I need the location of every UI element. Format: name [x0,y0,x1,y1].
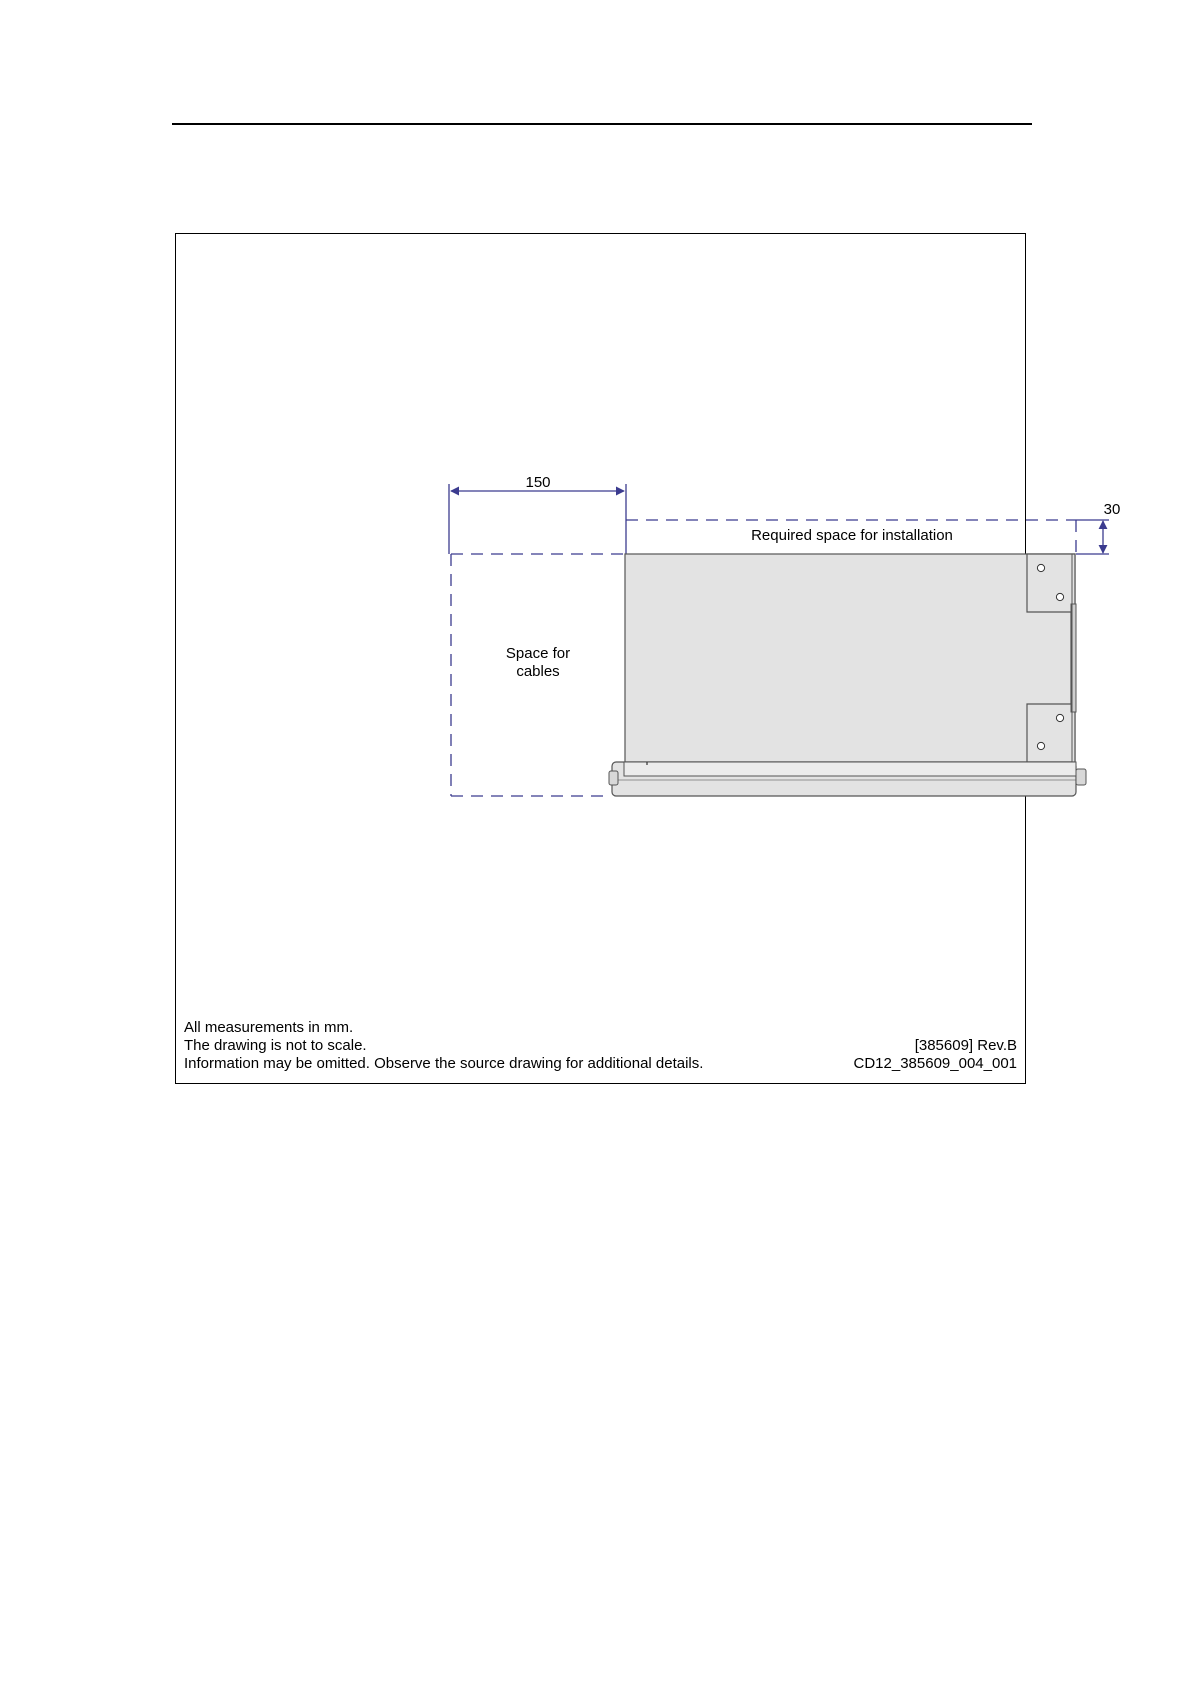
mounting-hole [1056,593,1063,600]
drawing-id: CD12_385609_004_001 [853,1055,1017,1072]
cable-space-label-line2: cables [516,663,560,680]
device-unit [609,554,1086,796]
dimension-150-label: 150 [525,474,551,491]
dimension-30 [1076,520,1109,554]
note-measurements: All measurements in mm. [184,1019,354,1036]
cable-space-outline [438,552,591,796]
dimension-30-label: 30 [1103,501,1121,518]
installation-drawing [176,234,1121,1085]
header-rule [172,123,1032,125]
drawing-revision: [385609] Rev.B [914,1037,1017,1054]
note-omitted-info: Information may be omitted. Observe the source drawing for additional details. [184,1055,704,1072]
cable-space-label-line1: Space for [505,645,571,662]
installation-space-label: Required space for installation [751,527,953,544]
mounting-hole [1037,742,1044,749]
mounting-hole [1037,564,1044,571]
note-scale: The drawing is not to scale. [184,1037,367,1054]
figure-frame [175,233,1121,1084]
drawing-notes [184,1019,703,1073]
mounting-hole [1056,714,1063,721]
dimension-150 [449,484,626,554]
drawing-reference [854,1037,1017,1073]
